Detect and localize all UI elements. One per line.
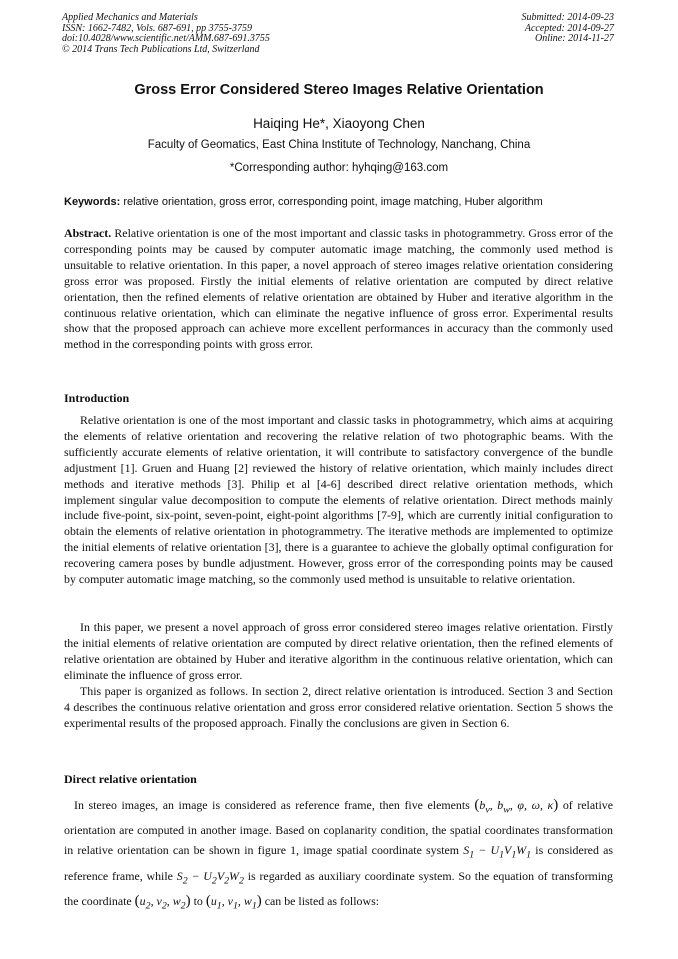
direct-text-1: In stereo images, an image is considered as reference frame, then five elements (74, 798, 470, 812)
equation-coord-2: ($u_2$, $v_2$, $w_2$) (134, 893, 191, 912)
journal-name: Applied Mechanics and Materials (62, 12, 198, 23)
equation-elements: ($b_v$, $b_w$, φ, ω, κ) (474, 797, 559, 816)
math-coord-1: $u_1$, $v_1$, $w_1$ (210, 894, 257, 912)
intro-paragraph-2: In this paper, we present a novel approach of gross error considered stereo images relative orientation. Firstly the initial elements of relative orientation are computed by direct relative orientation, then the refined elements of relative orientation are obtained by Huber and iterative algorithm in the continuous relative orientation, which can eliminate the influence of gross error. (64, 620, 613, 682)
abstract-label: Abstract. (64, 226, 112, 240)
section-heading-direct-relative-orientation: Direct relative orientation (64, 772, 197, 786)
abstract-text: Relative orientation is one of the most important and classic tasks in photogrammetry. Gross error of the corresponding points may be caused by computer automatic image matching, the commonly used method is unsuitable to relative orientation. In this paper, a novel approach of stereo images relative orientation considering gross error was proposed. Firstly the initial elements of relative orientation are computed by direct relative orientation, then the refined elements of relative orientation are obtained by Huber and iterative algorithm in the continuous relative orientation, which can eliminate the negative influence of gross error. Experimental results show that the proposed approach can achieve more excellent performances in accuracy than the commonly used method in the corresponding points with gross error. (64, 226, 613, 352)
math-elements: $b_v$, $b_w$, φ, ω, κ (479, 798, 554, 816)
intro-paragraph-3: This paper is organized as follows. In section 2, direct relative orientation is introduced. Section 3 and Section 4 describes the continuous relative orientation and gross error considered relative orientation. Section 5 shows the experimental results of the proposed approach. Finally the conclusions are given in Section 6. (64, 684, 613, 730)
equation-system-1: $S_1 - U_1V_1W_1$ (463, 843, 532, 861)
corresponding-author: *Corresponding author: hyhqing@163.com (229, 162, 449, 174)
date-accepted: Accepted: 2014-09-27 (524, 22, 614, 34)
section-heading-introduction: Introduction (64, 391, 130, 405)
author-list: Haiqing He*, Xiaoyong Chen (253, 116, 425, 131)
keywords-label: Keywords: (64, 196, 121, 208)
journal-issn: ISSN: 1662-7482, Vols. 687-691, pp 3755-3759 (62, 22, 252, 34)
journal-copyright: © 2014 Trans Tech Publications Ltd, Switzerland (62, 43, 260, 55)
direct-text-2: of relative orientation are computed in another image. Based on coplanarity condition, the spatial coordinates transformation in relative orientation can be shown in figure 1, image spatial coordinate system (64, 798, 613, 858)
paper-title: Gross Error Considered Stereo Images Relative Orientation (134, 82, 544, 98)
date-online: Online: 2014-11-27 (535, 33, 614, 44)
math-coord-2: $u_2$, $v_2$, $w_2$ (139, 894, 186, 912)
keywords (64, 196, 624, 208)
equation-system-2: $S_2 - U_2V_2W_2$ (176, 868, 244, 887)
equation-coord-1: ($u_1$, $v_1$, $w_1$) (205, 893, 262, 912)
direct-text-6: can be listed as follows: (264, 894, 380, 909)
affiliation: Faculty of Geomatics, East China Institute of Technology, Nanchang, China (147, 139, 531, 151)
direct-text-4: is regarded as auxiliary coordinate system. So the equation of transforming the coordinate (64, 868, 613, 909)
date-submitted: Submitted: 2014-09-23 (521, 12, 614, 23)
journal-info (62, 13, 270, 55)
abstract (64, 226, 613, 353)
direct-paragraph (64, 795, 613, 917)
intro-paragraph-1: Relative orientation is one of the most important and classic tasks in photogrammetry, which aims at acquiring the elements of relative orientation and recovering the relative relation of two photographic beams. With the sufficiently accurate elements of relative orientation, it will contribute to satisfactory convergence of the bundle adjustment [1]. Gruen and Huang [2] reviewed the history of relative orientation, which mainly includes direct methods and iterative methods [3]. Philip et al [4-6] described direct relative orientation methods, which implement singular value decomposition to compute the elements of relative orientation. Direct methods mainly include five-point, six-point, seven-point, eight-point algorithms [7-9], which are currently initial configuration to obtain the elements of relative orientation in photogrammetry. The iterative methods are implemented to optimize the initial elements of relative orientation [3], there is a guarantee to achieve the globally optimal configuration for recovering camera poses by bundle adjustment. However, gross error of the corresponding points may be caused by computer automatic image matching, so the commonly used method is unsuitable to relative orientation. (64, 413, 613, 587)
direct-text-3: is considered as reference frame, while (64, 843, 613, 883)
direct-text-5: to (193, 894, 203, 909)
journal-doi[interactable]: doi:10.4028/www.scientific.net/AMM.687-691.3755 (62, 33, 270, 44)
keywords-text: relative orientation, gross error, corresponding point, image matching, Huber algorithm (123, 196, 543, 208)
submission-dates (522, 13, 615, 45)
